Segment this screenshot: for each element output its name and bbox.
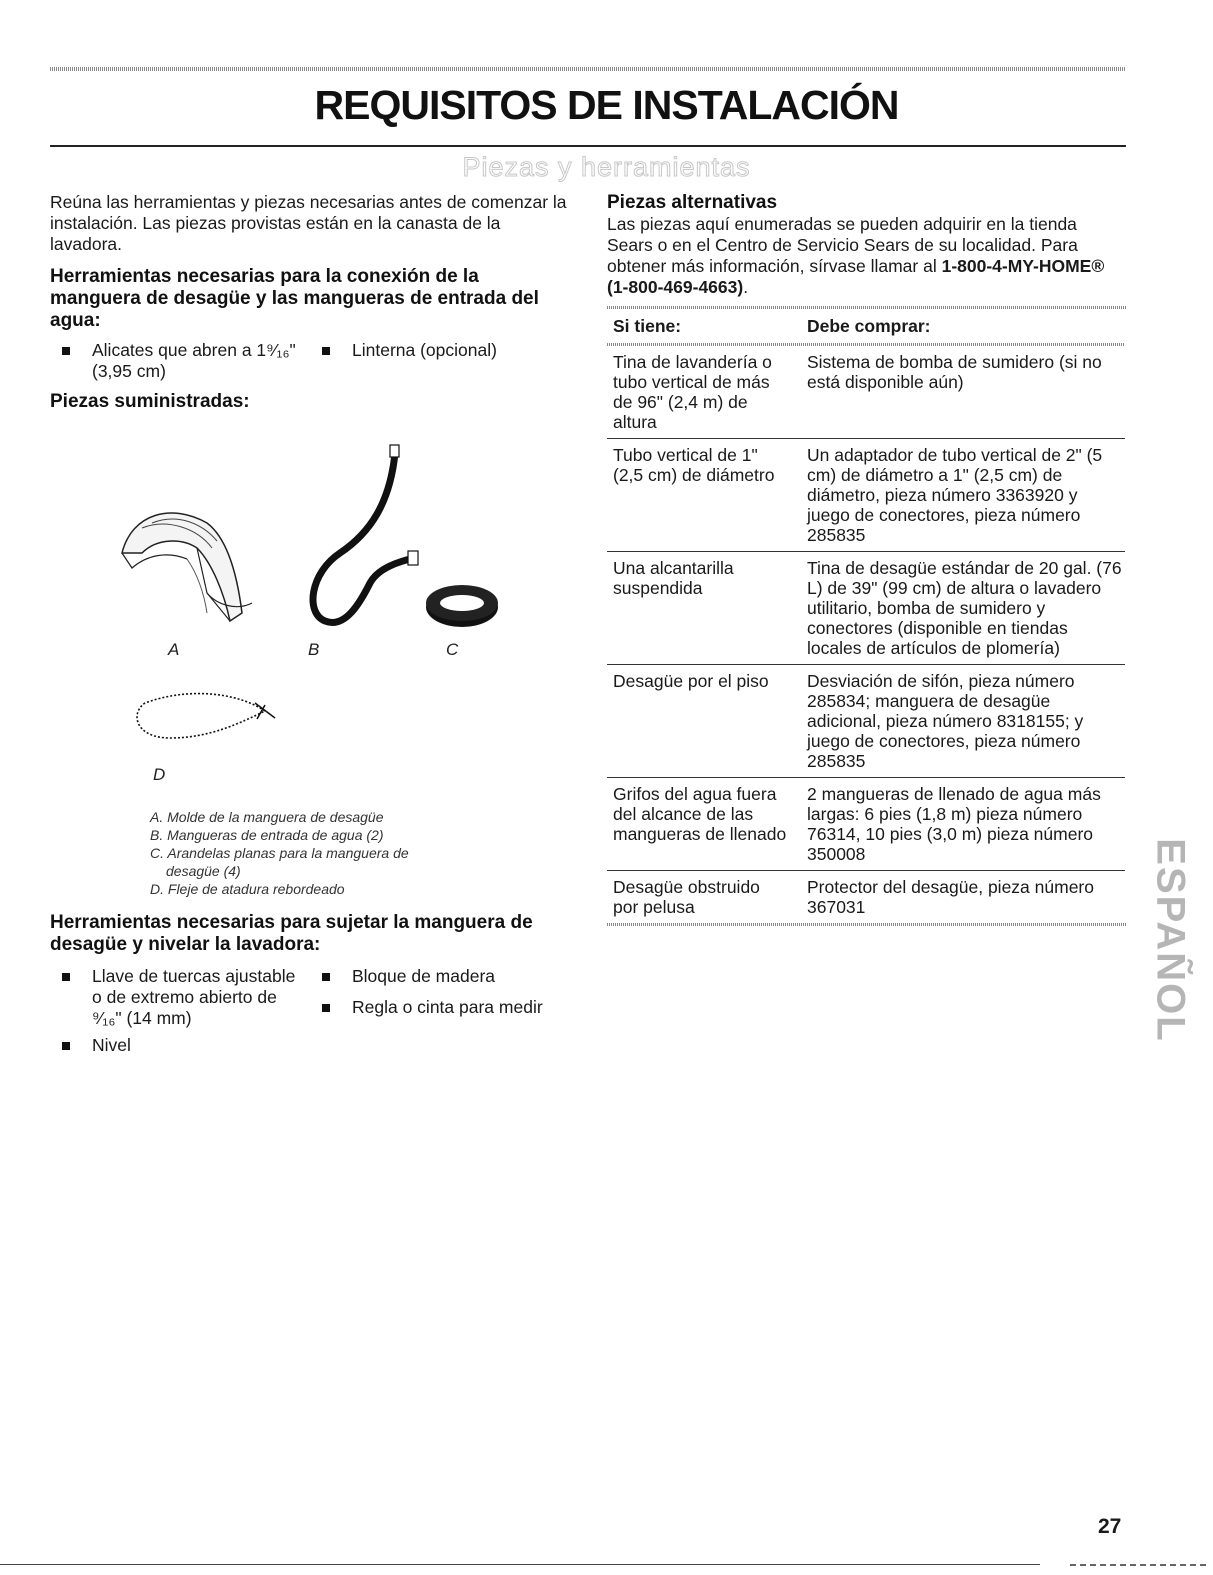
list-item: Regla o cinta para medir [310, 997, 592, 1018]
table-cell: Una alcantarilla suspendida [607, 552, 807, 665]
table-cell: Un adaptador de tubo vertical de 2" (5 cm) de diámetro a 1" (2,5 cm) de diámetro, pieza número 3363920 y juego de conectores, pieza número 285835 [807, 439, 1125, 552]
table-cell: Protector del desagüe, pieza número 367031 [807, 871, 1125, 924]
figure-legend [150, 808, 409, 898]
table-row [607, 552, 1125, 665]
list-item: Bloque de madera [310, 966, 592, 987]
table-cell: Desagüe por el piso [607, 665, 807, 778]
list-item: Alicates que abren a 1⁹⁄₁₆" (3,95 cm) [50, 340, 307, 382]
table-cell: Desagüe obstruido por pelusa [607, 871, 807, 924]
table-row [607, 439, 1125, 552]
figure-label-c: C [446, 640, 459, 659]
table-cell: 2 mangueras de llenado de agua más largas: 6 pies (1,8 m) pieza número 76314, 10 pies (3,0 m) pieza número 350008 [807, 778, 1125, 871]
table-cell: Tubo vertical de 1" (2,5 cm) de diámetro [607, 439, 807, 552]
alternative-parts-table [607, 309, 1125, 923]
legend-item: C. Arandelas planas para la manguera de [150, 845, 409, 861]
top-dotted-band [50, 67, 1126, 71]
table-header-row [607, 309, 1125, 343]
beaded-strap-illustration [125, 683, 285, 753]
tools-list-2 [50, 966, 570, 1076]
tools-heading-1: Herramientas necesarias para la conexión de la manguera de desagüe y las mangueras de entrada del agua: [50, 266, 539, 331]
table-cell: Sistema de bomba de sumidero (si no está disponible aún) [807, 352, 1102, 392]
footer-rule [0, 1564, 1040, 1565]
table-header: Debe comprar: [807, 316, 931, 336]
legend-item: B. Mangueras de entrada de agua (2) [150, 827, 384, 843]
table-bottom-dots [607, 923, 1127, 926]
figure-label-d: D [153, 765, 166, 784]
table-header: Si tiene: [613, 316, 682, 336]
table-cell: Tina de lavandería o tubo vertical de más de 96" (2,4 m) de altura [613, 352, 772, 432]
tools-list-1 [50, 340, 570, 384]
list-item: Nivel [50, 1035, 302, 1056]
parts-heading: Piezas suministradas: [50, 391, 250, 412]
legend-item: A. Molde de la manguera de desagüe [150, 809, 384, 825]
list-item: Linterna (opcional) [310, 340, 572, 361]
table-cell: Tina de desagüe estándar de 20 gal. (76 L) de 39" (99 cm) de altura o lavadero utilitario, bomba de sumidero y conectores (disponible en tiendas locales de artículos de plomería) [807, 552, 1125, 665]
phone-number: 1-800-4-MY-HOME® [941, 256, 1105, 276]
drain-hose-form-illustration [112, 493, 262, 633]
table-row [607, 778, 1125, 871]
figure-label-b: B [308, 640, 320, 659]
left-column [50, 192, 570, 1076]
right-column [607, 192, 1127, 926]
tools-heading-2: Herramientas necesarias para sujetar la manguera de desagüe y nivelar la lavadora: [50, 912, 533, 955]
alternative-parts-intro: Las piezas aquí enumeradas se pueden adquirir en la tienda Sears o en el Centro de Servicio Sears de su localidad. Para obtener más información, sírvase llamar al 1-800-4-MY-HOME® (1-800-469-4663). [607, 214, 1105, 297]
phone-number-alt: (1-800-469-4663) [607, 277, 744, 297]
legend-item: D. Fleje de atadura rebordeado [150, 881, 345, 897]
list-item: Llave de tuercas ajustable o de extremo abierto de ⁹⁄₁₆" (14 mm) [50, 966, 302, 1029]
inlet-hose-illustration [290, 443, 420, 633]
page-number: 27 [1098, 1515, 1122, 1538]
alternative-parts-heading: Piezas alternativas [607, 192, 778, 213]
footer-dashes [1070, 1564, 1210, 1566]
parts-figure [50, 413, 570, 897]
legend-item: desagüe (4) [166, 863, 241, 879]
table-cell: Grifos del agua fuera del alcance de las mangueras de llenado [607, 778, 807, 871]
section-heading: Piezas y herramientas [462, 152, 751, 182]
figure-label-a: A [168, 640, 180, 659]
intro-paragraph: Reúna las herramientas y piezas necesarias antes de comenzar la instalación. Las piezas provistas están en la canasta de la lavadora. [50, 192, 567, 254]
flat-washer-illustration [422, 581, 502, 629]
table-row [607, 871, 1125, 924]
title-rule [50, 145, 1126, 147]
table-cell: Desviación de sifón, pieza número 285834; manguera de desagüe adicional, pieza número 8318155; y juego de conectores, pieza número 285835 [807, 665, 1125, 778]
table-row [607, 346, 1125, 439]
table-row [607, 665, 1125, 778]
language-side-tab: ESPAÑOL [1148, 838, 1193, 1043]
page-title: REQUISITOS DE INSTALACIÓN [314, 82, 899, 128]
